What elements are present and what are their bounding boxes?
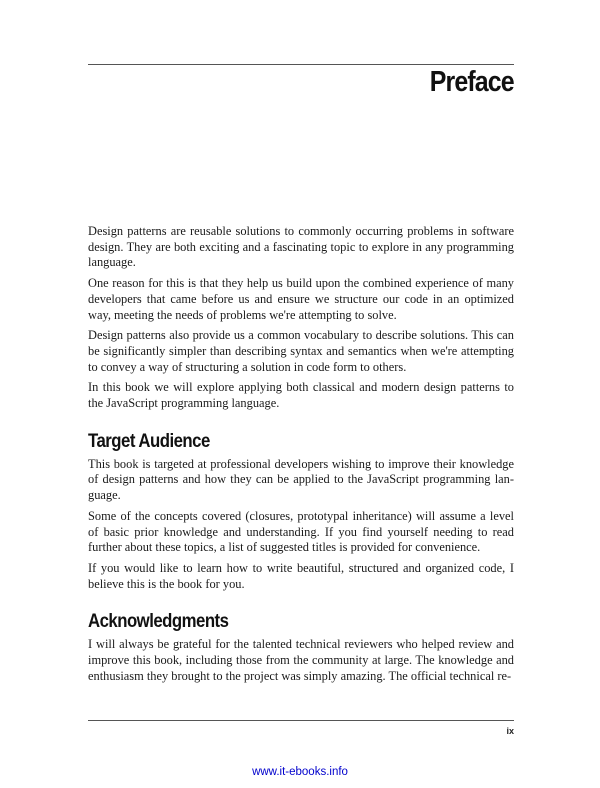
- top-rule: [88, 64, 514, 65]
- intro-paragraph-3: Design patterns also provide us a common vocabulary to describe solutions. This can be significantly simpler than describing syntax and semantics when we're attempting to convey a way of structuring a solution in code form to others.: [88, 328, 514, 374]
- chapter-title: Preface: [429, 66, 514, 98]
- audience-paragraph-1: This book is targeted at professional developers wishing to improve their knowledge of design patterns and how they can be applied to the JavaScript programming language.: [88, 456, 514, 503]
- page-body: [88, 224, 514, 689]
- section-heading-acknowledgments: Acknowledgments: [88, 610, 229, 633]
- section-heading-target-audience: Target Audience: [88, 429, 210, 452]
- intro-paragraph-1: Design patterns are reusable solutions to commonly occurring problems in software design. They are both exciting and a fascinating topic to explore in any programming language.: [88, 224, 514, 270]
- page-number: ix: [506, 726, 514, 736]
- intro-paragraph-4: In this book we will explore applying both classical and modern design patterns to the JavaScript programming language.: [88, 380, 514, 411]
- audience-paragraph-2: Some of the concepts covered (closures, prototypal inheritance) will assume a level of basic prior knowledge and understanding. If you find yourself needing to read further about these topics, a list of suggested titles is provided for convenience.: [88, 508, 514, 555]
- watermark-link[interactable]: www.it-ebooks.info: [252, 766, 348, 778]
- bottom-rule: [88, 720, 514, 721]
- acknowledgments-paragraph-1: I will always be grateful for the talented technical reviewers who helped review and improve this book, including those from the community at large. The knowledge and enthusiasm they brought to the project was simply amazing. The official technical re-: [88, 637, 514, 683]
- audience-paragraph-3: If you would like to learn how to write beautiful, structured and organized code, I believe this is the book for you.: [88, 560, 514, 591]
- intro-paragraph-2: One reason for this is that they help us build upon the combined experience of many developers that came before us and ensure we structure our code in an optimized way, meeting the needs of problems we're attempting to solve.: [88, 276, 514, 322]
